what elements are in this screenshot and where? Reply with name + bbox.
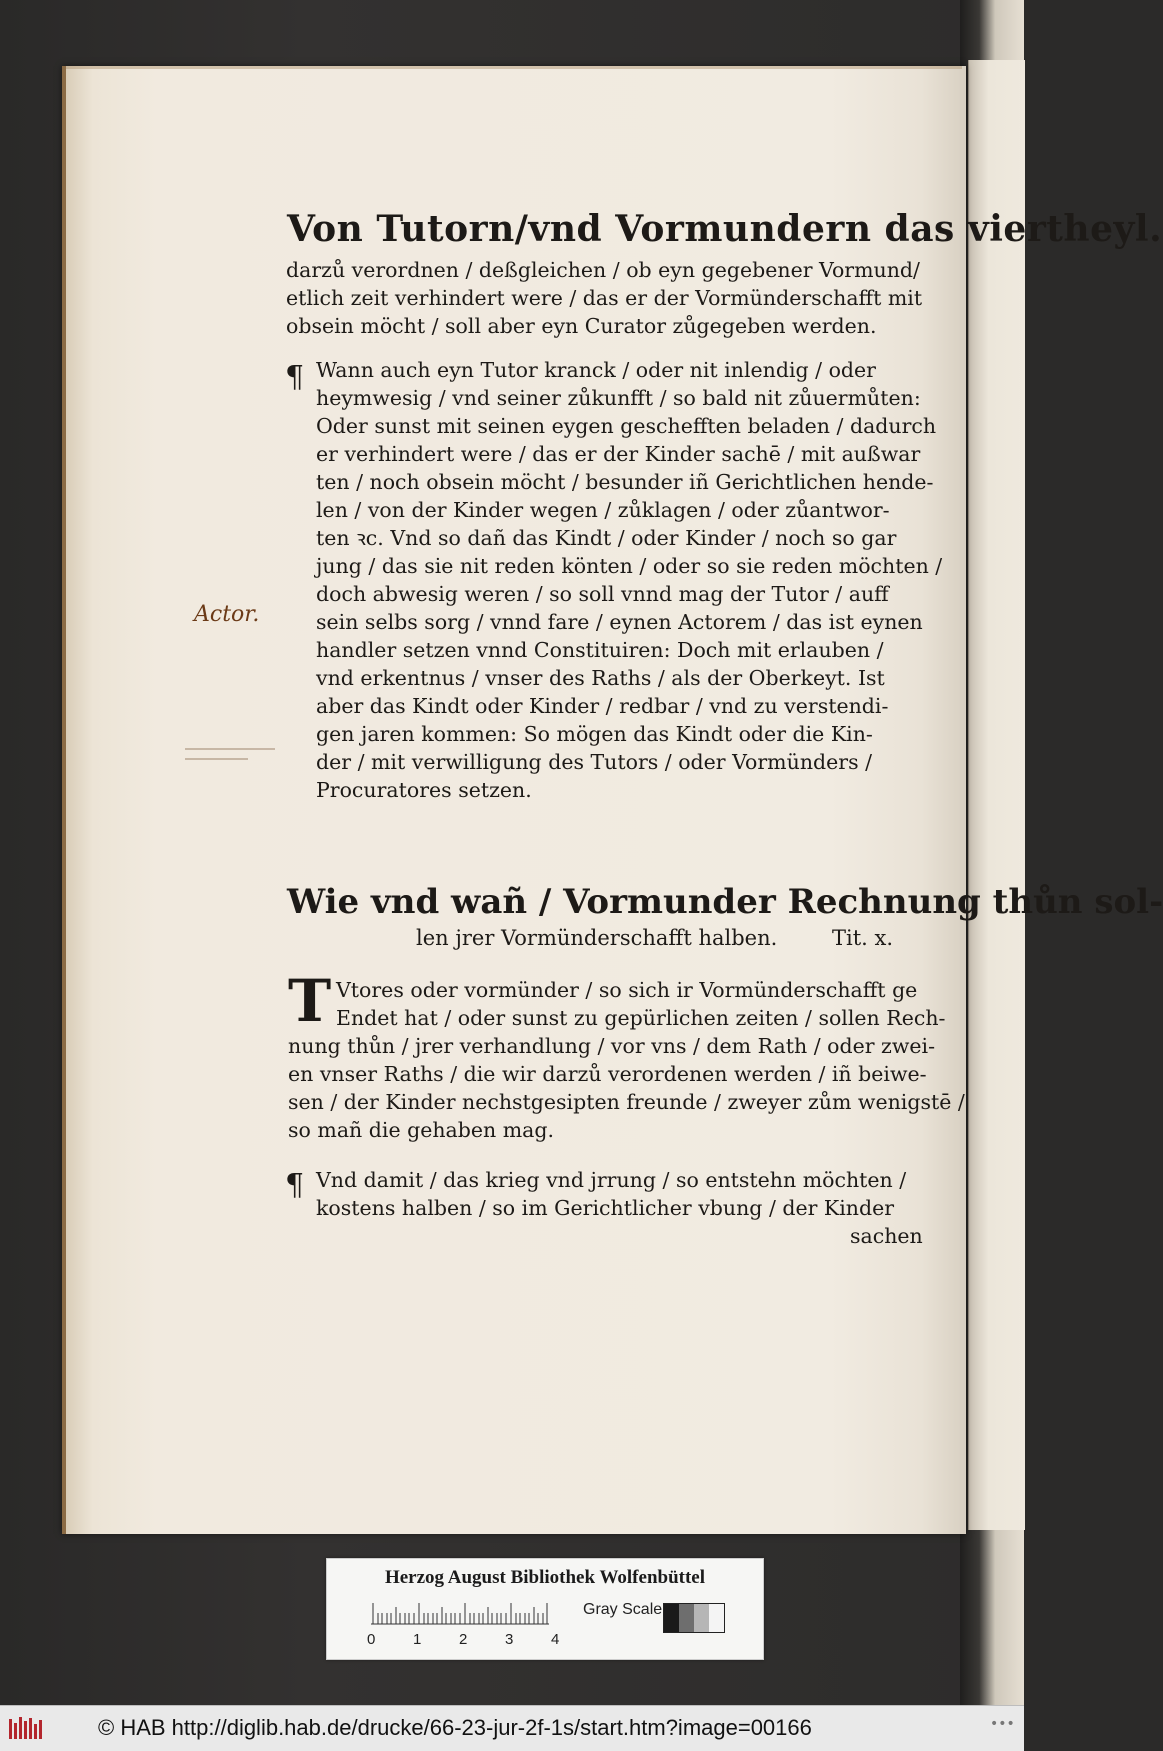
source-url[interactable]: © HAB http://diglib.hab.de/drucke/66-23-jur-2f-1s/start.htm?image=00166 xyxy=(98,1715,812,1740)
paragraph-2 xyxy=(316,356,942,804)
gray-scale-swatch xyxy=(663,1603,725,1633)
text-line: der / mit verwilligung des Tutors / oder Vormünders / xyxy=(316,750,873,774)
paragraph-mark-icon: ¶ xyxy=(285,1168,305,1203)
text-line: so mañ die gehaben mag. xyxy=(288,1118,555,1142)
text-line: kostens halben / so im Gerichtlicher vbung / der Kinder xyxy=(316,1196,895,1220)
text-line: etlich zeit verhindert were / das er der Vormünderschafft mit xyxy=(286,286,923,310)
footer-bar xyxy=(0,1705,1024,1751)
paragraph-mark-icon: ¶ xyxy=(285,360,305,395)
text-line: darzů verordnen / deßgleichen / ob eyn gegebener Vormund/ xyxy=(286,258,920,282)
ruler-number: 0 xyxy=(367,1631,376,1648)
margin-annotation: Actor. xyxy=(194,602,260,627)
catchword: sachen xyxy=(850,1224,923,1248)
ruler-number: 4 xyxy=(551,1631,560,1648)
library-name: Herzog August Bibliothek Wolfenbüttel xyxy=(384,1567,706,1588)
text-line: ten ꝛc. Vnd so dañ das Kindt / oder Kinder / noch so gar xyxy=(316,526,897,550)
library-color-card xyxy=(326,1558,764,1660)
ruler-number: 3 xyxy=(505,1631,514,1648)
facing-page-edge xyxy=(968,60,1025,1530)
text-line: sen / der Kinder nechstgesipten freunde / zweyer zům wenigstē / xyxy=(288,1090,965,1114)
page-heading: Von Tutorn/vnd Vormundern das viertheyl. xyxy=(287,208,1163,250)
text-line: obsein möcht / soll aber eyn Curator zůgegeben werden. xyxy=(286,314,877,338)
text-line: handler setzen vnnd Constituiren: Doch mit erlauben / xyxy=(316,638,884,662)
faded-margin-mark xyxy=(185,740,275,780)
text-line: aber das Kindt oder Kinder / redbar / vnd zu verstendi- xyxy=(316,694,889,718)
paragraph-1 xyxy=(286,256,922,340)
text-line: er verhindert were / das er der Kinder sachē / mit außwar xyxy=(316,442,921,466)
text-line: Endet hat / oder sunst zu gepürlichen zeiten / sollen Rech- xyxy=(336,1006,946,1030)
text-line: Oder sunst mit seinen eygen geschefften beladen / dadurch xyxy=(316,414,937,438)
section-heading-continued: len jrer Vormünderschafft halben. xyxy=(416,926,778,950)
more-icon[interactable]: ••• xyxy=(990,1716,1015,1732)
drop-cap: T xyxy=(288,967,332,1035)
gray-scale-label: Gray Scale xyxy=(583,1601,663,1618)
text-line: Procuratores setzen. xyxy=(316,778,532,802)
text-line: Wann auch eyn Tutor kranck / oder nit inlendig / oder xyxy=(316,358,876,382)
paragraph-3 xyxy=(288,976,965,1144)
text-line: gen jaren kommen: So mögen das Kindt oder die Kin- xyxy=(316,722,873,746)
ruler-numbers xyxy=(365,1631,565,1651)
text-line: heymwesig / vnd seiner zůkunfft / so bald nit zůuermůten: xyxy=(316,386,921,410)
section-heading: Wie vnd wañ / Vormunder Rechnung thůn sol- xyxy=(287,882,1163,922)
text-line: doch abwesig weren / so soll vnnd mag der Tutor / auff xyxy=(316,582,889,606)
scale-ruler xyxy=(371,1601,549,1625)
text-line: ten / noch obsein möcht / besunder iñ Gerichtlichen hende- xyxy=(316,470,934,494)
text-line: jung / das sie nit reden könten / oder so sie reden möchten / xyxy=(316,554,943,578)
page-edge-line xyxy=(66,66,962,69)
text-line: nung thůn / jrer verhandlung / vor vns / dem Rath / oder zwei- xyxy=(288,1034,936,1058)
hab-logo-icon xyxy=(8,1715,46,1743)
paragraph-4 xyxy=(316,1166,906,1222)
ruler-number: 1 xyxy=(413,1631,422,1648)
text-line: en vnser Raths / die wir darzů verordenen werden / iñ beiwe- xyxy=(288,1062,927,1086)
ruler-number: 2 xyxy=(459,1631,468,1648)
text-line: len / von der Kinder wegen / zůklagen / oder zůantwor- xyxy=(316,498,890,522)
text-line: Vtores oder vormünder / so sich ir Vormünderschafft ge xyxy=(336,978,918,1002)
text-line: sein selbs sorg / vnnd fare / eynen Actorem / das ist eynen xyxy=(316,610,923,634)
title-number: Tit. x. xyxy=(832,926,894,950)
text-line: Vnd damit / das krieg vnd jrrung / so entstehn möchten / xyxy=(316,1168,907,1192)
text-line: vnd erkentnus / vnser des Raths / als der Oberkeyt. Ist xyxy=(316,666,885,690)
